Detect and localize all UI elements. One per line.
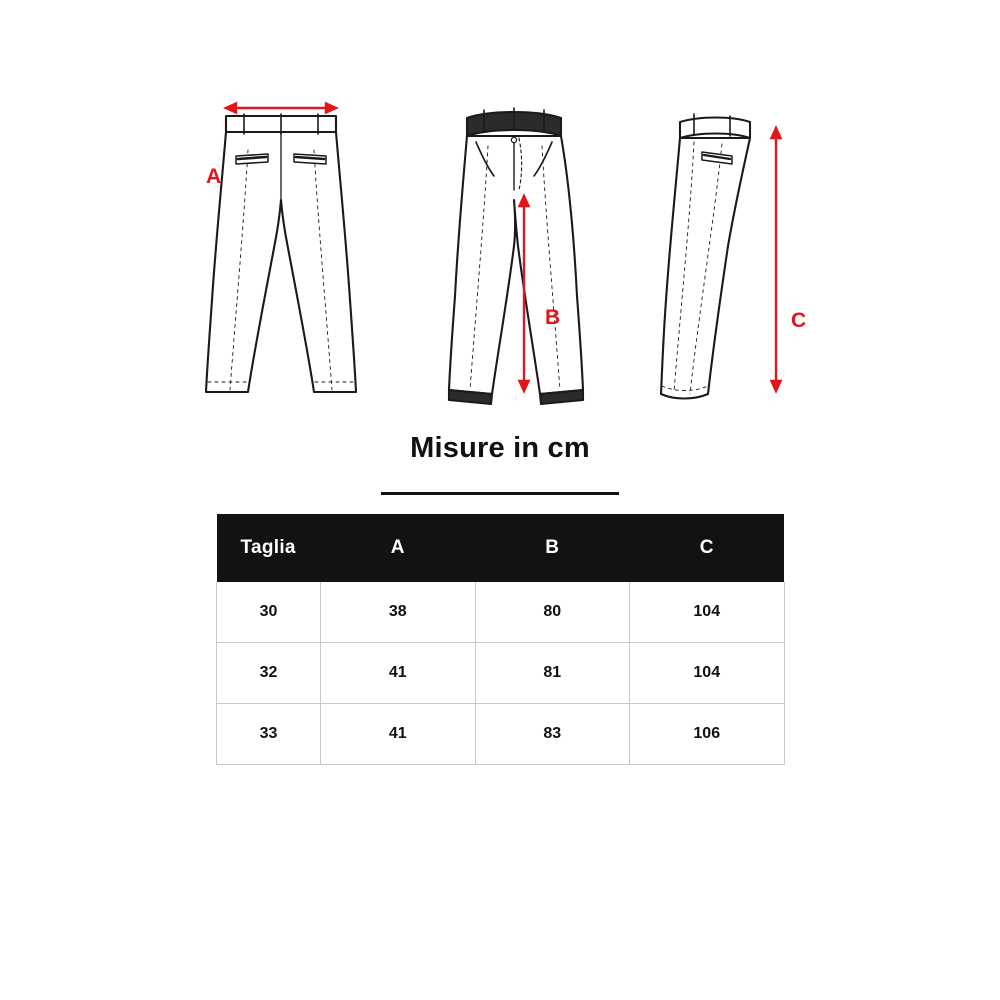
cell-size: 33 xyxy=(217,704,321,765)
cell-b: 83 xyxy=(475,704,630,765)
table-row xyxy=(217,582,785,643)
column-header-a: A xyxy=(321,514,476,582)
measure-a-arrow xyxy=(170,60,390,420)
size-table-head xyxy=(217,514,785,582)
trousers-back-view-illustration xyxy=(170,60,390,425)
page-title: Misure in cm xyxy=(410,432,590,464)
cell-c: 106 xyxy=(630,704,785,765)
measure-b-arrow xyxy=(430,60,630,420)
column-header-b: B xyxy=(475,514,630,582)
column-header-c: C xyxy=(630,514,785,582)
cell-b: 80 xyxy=(475,582,630,643)
illustration-row xyxy=(0,60,1000,420)
measure-label-b: B xyxy=(545,306,561,329)
cell-b: 81 xyxy=(475,643,630,704)
title-divider xyxy=(381,492,619,495)
measure-label-a: A xyxy=(206,165,222,188)
cell-c: 104 xyxy=(630,582,785,643)
cell-size: 32 xyxy=(217,643,321,704)
cell-a: 41 xyxy=(321,643,476,704)
measure-label-c: C xyxy=(791,309,807,332)
size-table-body xyxy=(217,582,785,765)
table-header-row xyxy=(217,514,785,582)
size-table-wrapper xyxy=(216,514,784,765)
cell-a: 38 xyxy=(321,582,476,643)
table-row xyxy=(217,704,785,765)
trousers-front-view-illustration xyxy=(430,60,630,425)
table-row xyxy=(217,643,785,704)
cell-a: 41 xyxy=(321,704,476,765)
cell-size: 30 xyxy=(217,582,321,643)
size-table xyxy=(216,514,785,765)
trousers-side-view-illustration xyxy=(650,60,830,425)
measure-c-arrow xyxy=(650,60,830,420)
title-block xyxy=(0,432,1000,495)
column-header-taglia: Taglia xyxy=(217,514,321,582)
cell-c: 104 xyxy=(630,643,785,704)
